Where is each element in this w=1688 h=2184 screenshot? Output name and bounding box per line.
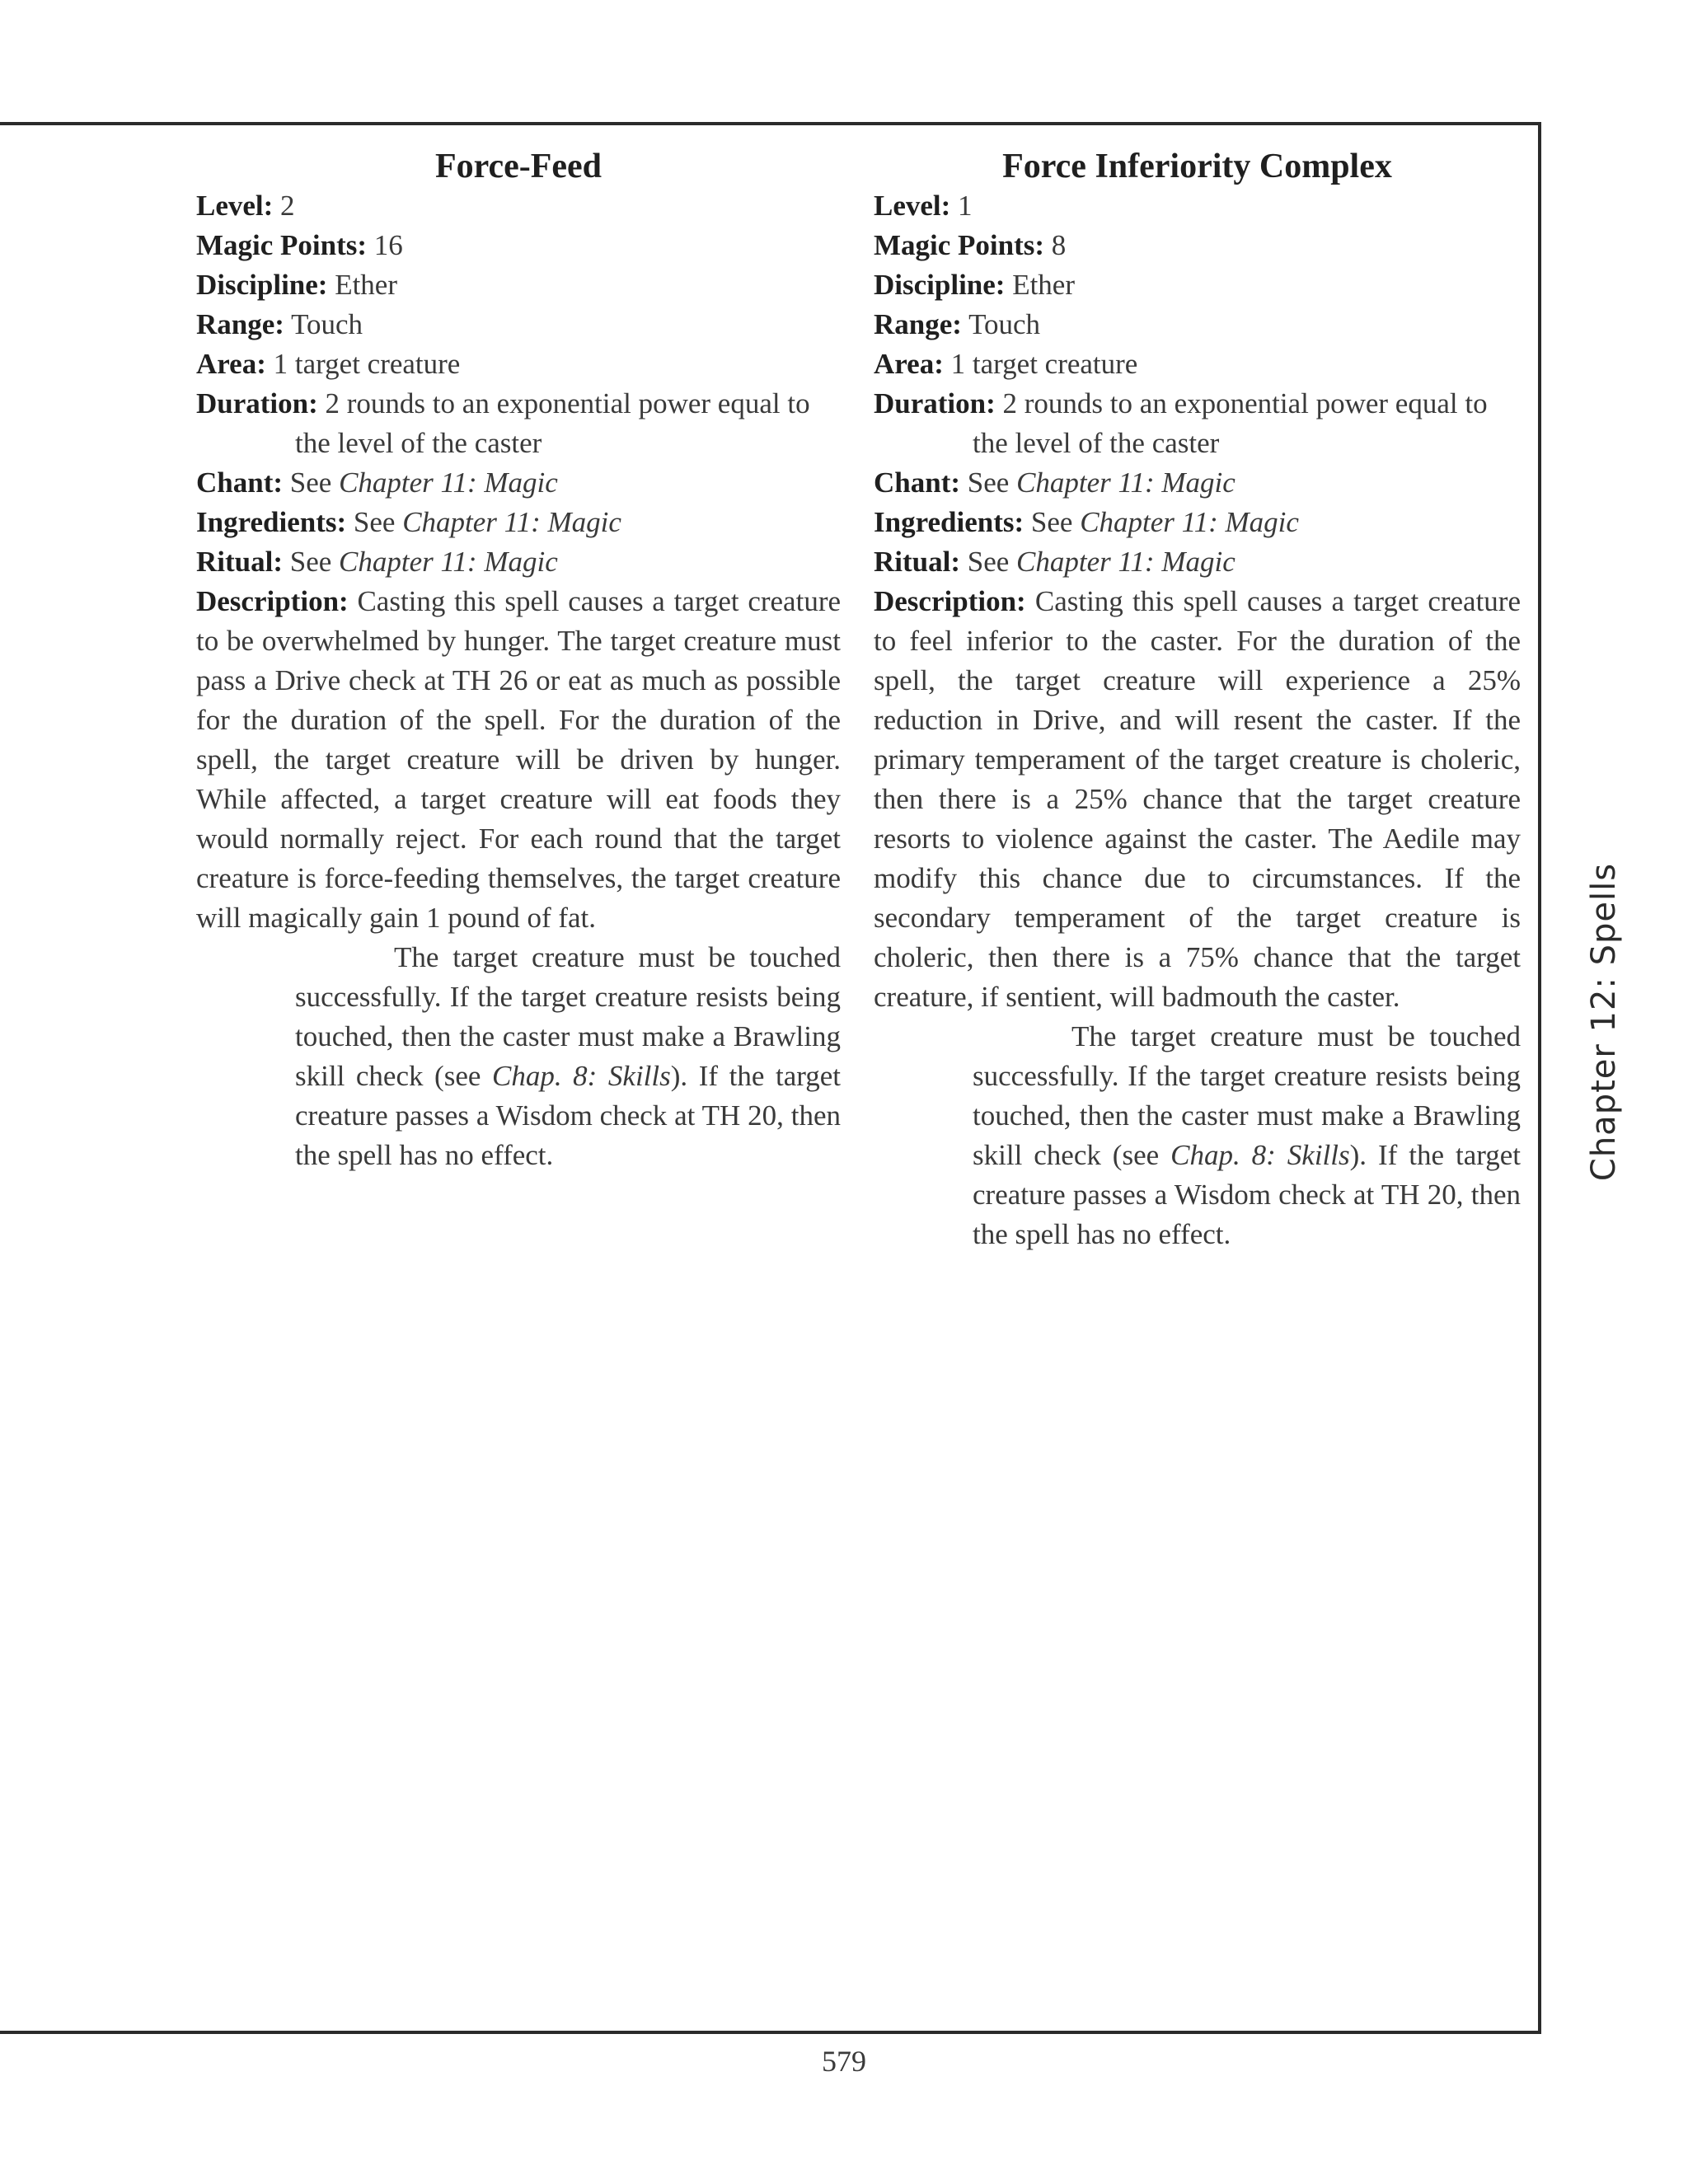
description-block [196,582,841,1175]
discipline-label: Discipline: [196,269,328,301]
discipline-value: Ether [1012,269,1075,301]
discipline-field [196,265,841,305]
description-text-1: Casting this spell causes a target creature to feel inferior to the caster. For the duration of the spell, the target creature will experience a 25% reduction in Drive, and will resent the caster. If the primary temperament of the target creature is choleric, then there is a 25% chance that the target creature resorts to violence against the caster. The Aedile may modify this chance due to circumstances. If the secondary temperament of the target creature is choleric, then there is a 75% chance that the target creature, if sentient, will badmouth the caster. [874,585,1521,1013]
skills-reference: Chap. 8: Skills [492,1060,671,1092]
ritual-prefix: See [289,546,332,578]
area-value: 1 target creature [273,348,461,380]
magic-points-value: 16 [373,229,403,261]
chapter-side-label: Chapter 12: Spells [1585,862,1623,1182]
area-field [874,344,1521,384]
area-field [196,344,841,384]
chant-prefix: See [967,466,1010,499]
area-label: Area: [874,348,944,380]
description-label: Description: [196,585,349,617]
ingredients-field [874,503,1521,542]
ingredients-label: Ingredients: [874,506,1025,538]
level-field [874,186,1521,226]
ingredients-prefix: See [353,506,396,538]
chant-field [196,463,841,503]
chant-label: Chant: [196,466,284,499]
discipline-value: Ether [335,269,397,301]
range-label: Range: [196,308,284,340]
ritual-field [196,542,841,582]
level-field [196,186,841,226]
duration-field [874,384,1521,463]
ritual-reference: Chapter 11: Magic [1016,546,1236,578]
spell-title: Force-Feed [434,148,603,185]
spell-title: Force Inferiority Complex [1002,148,1392,185]
ritual-reference: Chapter 11: Magic [339,546,558,578]
spell-entry-force-feed [196,142,841,1175]
level-label: Level: [874,190,951,222]
chant-label: Chant: [874,466,961,499]
description-label: Description: [874,585,1026,617]
duration-value: 2 rounds to an exponential power equal to the level of the caster [973,387,1488,459]
spell-entry-force-inferiority-complex [874,142,1521,1254]
page-number: 579 [822,2045,866,2078]
description-paragraph-2 [295,938,841,1175]
range-value: Touch [968,308,1041,340]
ingredients-prefix: See [1030,506,1073,538]
duration-field [196,384,841,463]
duration-value: 2 rounds to an exponential power equal to the level of the caster [295,387,810,459]
discipline-field [874,265,1521,305]
range-field [196,305,841,344]
range-label: Range: [874,308,962,340]
skills-reference: Chap. 8: Skills [1170,1139,1350,1171]
ritual-prefix: See [967,546,1010,578]
chant-field [874,463,1521,503]
description-text-2b: ). If the target creature passes a Wisdom check at TH 20, then the spell has no effect. [295,1060,842,1171]
description-paragraph-2 [973,1017,1521,1254]
ritual-label: Ritual: [874,546,960,578]
description-block [874,582,1521,1254]
description-paragraph-1 [874,582,1521,1017]
area-label: Area: [196,348,266,380]
ingredients-reference: Chapter 11: Magic [1080,506,1299,538]
duration-label: Duration: [874,387,996,419]
ritual-label: Ritual: [196,546,283,578]
level-value: 1 [958,190,973,222]
magic-points-label: Magic Points: [874,229,1045,261]
chant-prefix: See [289,466,332,499]
magic-points-value: 8 [1051,229,1067,261]
description-text-1: Casting this spell causes a target creature to be overwhelmed by hunger. The target creature must pass a Drive check at TH 26 or eat as much as possible for the duration of the spell. For the duration of the spell, the target creature will be driven by hunger. While affected, a target creature will eat foods they would normally reject. For each round that the target creature is force-feeding themselves, the target creature will magically gain 1 pound of fat. [196,585,842,934]
magic-points-label: Magic Points: [196,229,368,261]
level-value: 2 [280,190,295,222]
description-paragraph-1 [196,582,841,938]
duration-label: Duration: [196,387,318,419]
ingredients-field [196,503,841,542]
ingredients-reference: Chapter 11: Magic [402,506,621,538]
chant-reference: Chapter 11: Magic [339,466,558,499]
ingredients-label: Ingredients: [196,506,347,538]
level-label: Level: [196,190,274,222]
discipline-label: Discipline: [874,269,1006,301]
magic-points-field [874,226,1521,265]
range-value: Touch [291,308,363,340]
magic-points-field [196,226,841,265]
description-text-2a: The target creature must be touched successfully. If the target creature resists being touched, then the caster must make a Brawling skill check (see [973,1020,1521,1171]
description-text-2b: ). If the target creature passes a Wisdom check at TH 20, then the spell has no effect. [973,1139,1522,1250]
area-value: 1 target creature [950,348,1138,380]
ritual-field [874,542,1521,582]
description-text-2a: The target creature must be touched successfully. If the target creature resists being touched, then the caster must make a Brawling skill check (see [295,941,841,1092]
range-field [874,305,1521,344]
chant-reference: Chapter 11: Magic [1016,466,1236,499]
